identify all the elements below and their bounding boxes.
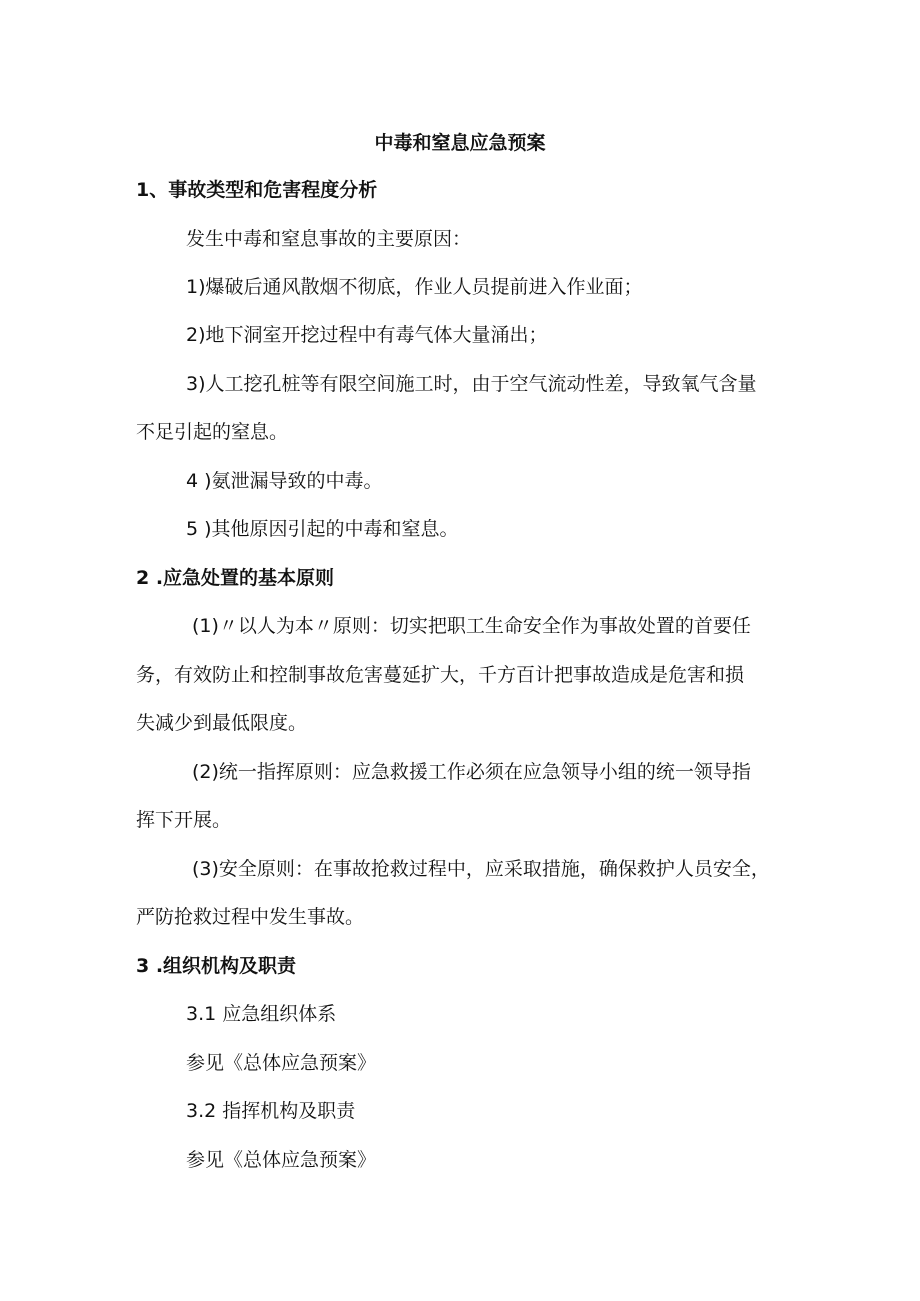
section2-heading: 2 .应急处置的基本原则 [136,567,335,589]
section2-p1-line2: 务，有效防止和控制事故危害蔓延扩大，千方百计把事故造成是危害和损 [136,664,745,686]
section1-item4: 4 )氨泄漏导致的中毒。 [186,470,383,492]
section2-p1-line1: (1)〃以人为本〃原则：切实把职工生命安全作为事故处置的首要任 [192,615,751,637]
section1-item3-line1: 3)人工挖孔桩等有限空间施工时，由于空气流动性差，导致氧气含量 [186,373,757,395]
section2-p3-line1: (3)安全原则：在事故抢救过程中，应采取措施，确保救护人员安全， [192,858,770,880]
section2-p2-line2: 挥下开展。 [136,809,232,831]
section3-sub1-ref: 参见《总体应急预案》 [186,1052,377,1074]
section2-p1-line3: 失减少到最低限度。 [136,712,308,734]
section3-sub2-ref: 参见《总体应急预案》 [186,1149,377,1171]
section1-item3-line2: 不足引起的窒息。 [136,421,289,443]
section2-p2-line1: (2)统一指挥原则：应急救援工作必须在应急领导小组的统一领导指 [192,761,751,783]
section1-heading: 1、事故类型和危害程度分析 [136,179,378,201]
section3-sub2: 3.2 指挥机构及职责 [186,1100,356,1122]
section1-item2: 2)地下洞室开挖过程中有毒气体大量涌出； [186,324,548,346]
section2-p3-line2: 严防抢救过程中发生事故。 [136,906,365,928]
section1-item5: 5 )其他原因引起的中毒和窒息。 [186,518,459,540]
document-title: 中毒和窒息应急预案 [374,132,546,154]
section1-item1: 1)爆破后通风散烟不彻底，作业人员提前进入作业面； [186,276,643,298]
section1-intro: 发生中毒和窒息事故的主要原因： [186,228,472,250]
section3-heading: 3 .组织机构及职责 [136,955,297,977]
section3-sub1: 3.1 应急组织体系 [186,1003,337,1025]
